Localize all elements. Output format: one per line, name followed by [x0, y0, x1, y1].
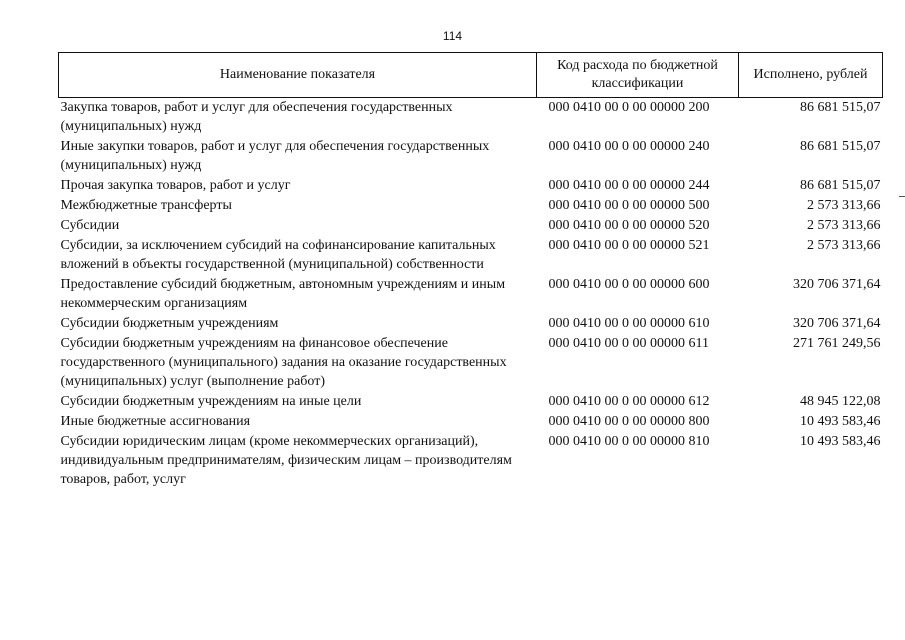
row-executed-amount: 271 761 249,56 — [793, 336, 881, 351]
table-row — [59, 137, 883, 176]
row-budget-code: 000 0410 00 0 00 00000 600 — [548, 277, 710, 292]
row-executed-amount: 2 573 313,66 — [807, 198, 881, 213]
table-row — [59, 196, 883, 216]
row-budget-code: 000 0410 00 0 00 00000 810 — [548, 434, 710, 449]
table-row — [59, 236, 883, 275]
table-row — [59, 412, 883, 432]
row-indicator-name: Иные закупки товаров, работ и услуг для обеспечения государственных (муниципальных) нужд — [60, 139, 490, 173]
table-row — [59, 216, 883, 236]
row-indicator-name: Субсидии — [60, 218, 120, 233]
row-executed-amount: 86 681 515,07 — [800, 178, 881, 193]
table-row — [59, 392, 883, 412]
table-row — [59, 275, 883, 314]
row-budget-code: 000 0410 00 0 00 00000 800 — [548, 414, 710, 429]
row-executed-amount: 320 706 371,64 — [793, 277, 881, 292]
table-row — [59, 432, 883, 490]
row-executed-amount: 10 493 583,46 — [800, 414, 881, 429]
row-indicator-name: Закупка товаров, работ и услуг для обеспечения государственных (муниципальных) нужд — [60, 100, 453, 134]
row-indicator-name: Межбюджетные трансферты — [60, 198, 232, 213]
row-budget-code: 000 0410 00 0 00 00000 500 — [548, 198, 710, 213]
row-budget-code: 000 0410 00 0 00 00000 610 — [548, 316, 710, 331]
row-budget-code: 000 0410 00 0 00 00000 520 — [548, 218, 710, 233]
row-indicator-name: Предоставление субсидий бюджетным, автономным учреждениям и иным некоммерческим организациям — [60, 277, 506, 311]
header-budget-code: Код расхода по бюджетной классификации — [537, 53, 739, 98]
scan-edge-mark — [899, 196, 905, 197]
row-budget-code: 000 0410 00 0 00 00000 612 — [548, 394, 710, 409]
row-budget-code: 000 0410 00 0 00 00000 611 — [548, 336, 709, 351]
row-executed-amount: 86 681 515,07 — [800, 139, 881, 154]
row-indicator-name: Субсидии бюджетным учреждениям на финансовое обеспечение государственного (муниципального) задания на оказание государственных (муниципальных) услуг (выполнение работ) — [60, 336, 507, 389]
row-indicator-name: Субсидии юридическим лицам (кроме некоммерческих организаций), индивидуальным предпринимателям, физическим лицам – производителям товаров, работ, услуг — [60, 434, 512, 487]
table-row — [59, 98, 883, 138]
header-indicator-name: Наименование показателя — [59, 53, 537, 98]
header-executed-amount: Исполнено, рублей — [739, 53, 883, 98]
table-row — [59, 314, 883, 334]
budget-expenses-table — [58, 52, 883, 490]
row-indicator-name: Иные бюджетные ассигнования — [60, 414, 251, 429]
row-executed-amount: 320 706 371,64 — [793, 316, 881, 331]
page-number: 114 — [442, 29, 463, 43]
table-row — [59, 334, 883, 392]
row-executed-amount: 2 573 313,66 — [807, 218, 881, 233]
row-indicator-name: Субсидии бюджетным учреждениям на иные цели — [60, 394, 362, 409]
row-budget-code: 000 0410 00 0 00 00000 200 — [548, 100, 710, 115]
row-executed-amount: 2 573 313,66 — [807, 238, 881, 253]
row-executed-amount: 86 681 515,07 — [800, 100, 881, 115]
row-budget-code: 000 0410 00 0 00 00000 521 — [548, 238, 710, 253]
table-row — [59, 176, 883, 196]
row-executed-amount: 10 493 583,46 — [800, 434, 881, 449]
row-indicator-name: Прочая закупка товаров, работ и услуг — [60, 178, 291, 193]
row-executed-amount: 48 945 122,08 — [800, 394, 881, 409]
table-header-row — [59, 53, 883, 98]
row-budget-code: 000 0410 00 0 00 00000 240 — [548, 139, 710, 154]
row-budget-code: 000 0410 00 0 00 00000 244 — [548, 178, 710, 193]
row-indicator-name: Субсидии бюджетным учреждениям — [60, 316, 279, 331]
row-indicator-name: Субсидии, за исключением субсидий на софинансирование капитальных вложений в объекты государственной (муниципальной) собственности — [60, 238, 496, 272]
